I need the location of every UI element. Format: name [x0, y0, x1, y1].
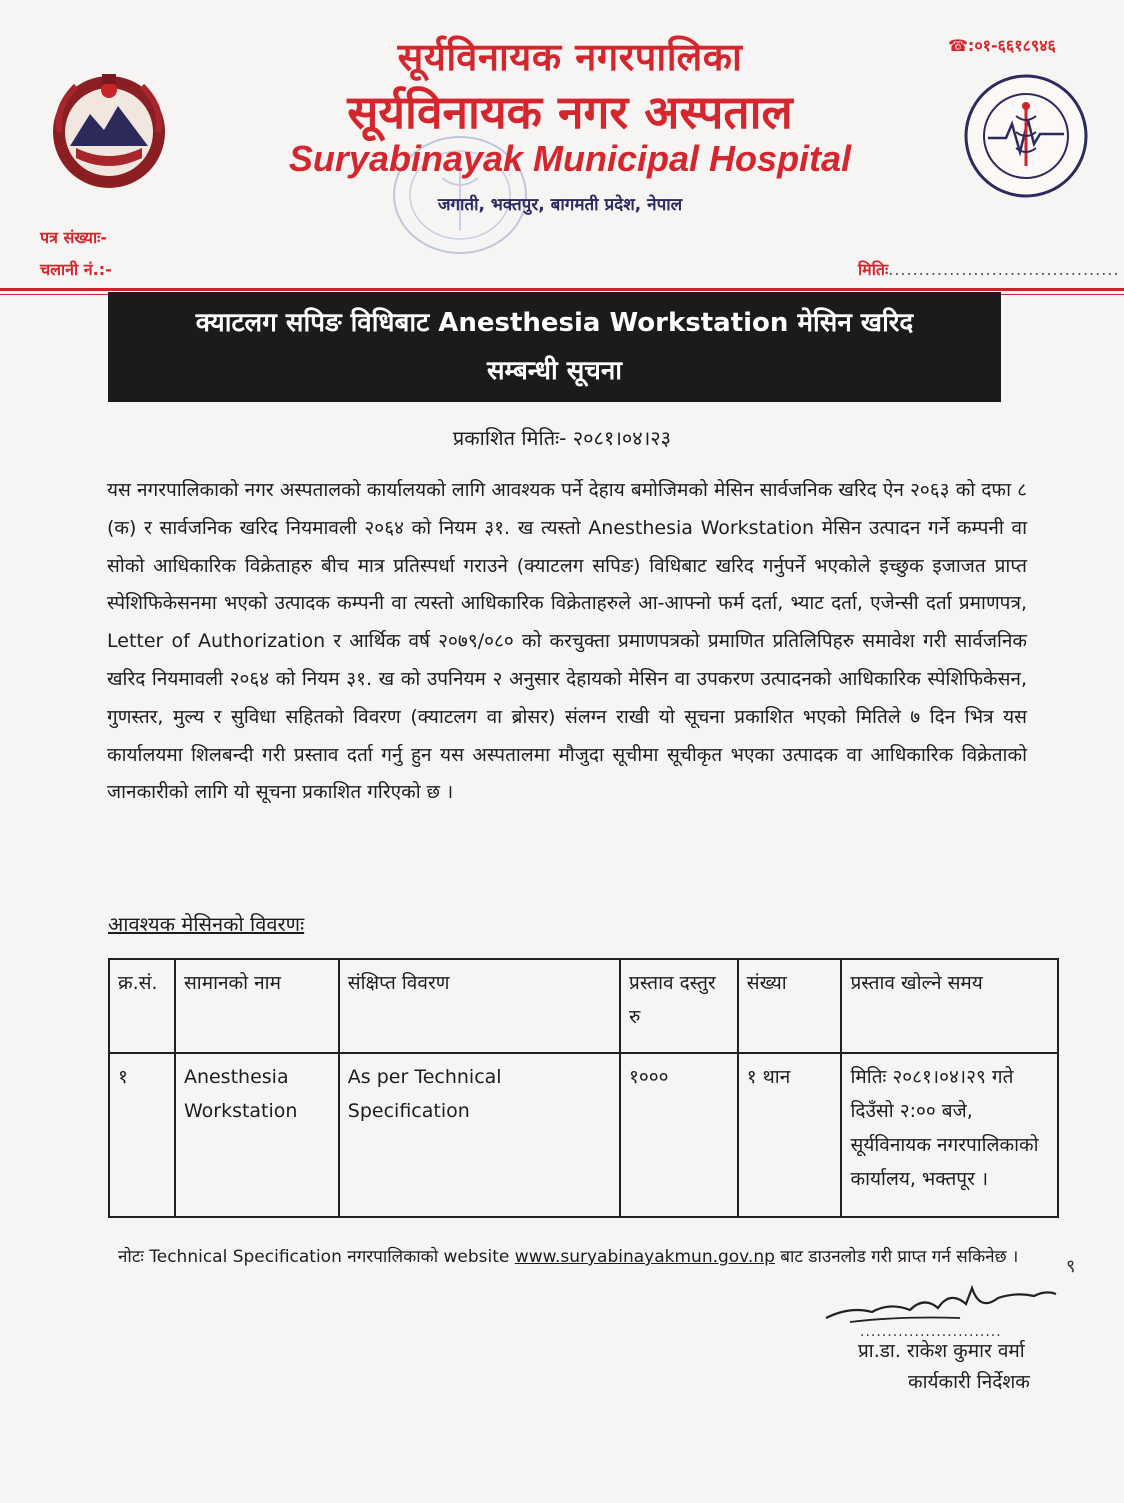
- col-quantity: संख्या: [738, 959, 842, 1053]
- date-dots: ......................................: [888, 260, 1120, 279]
- cell-opening-time: मितिः २०८१।०४।२९ गते दिउँसो २:०० बजे, सूर्यविनायक नगरपालिकाको कार्यालय, भक्तपूर ।: [841, 1053, 1058, 1217]
- cell-quantity: १ थान: [738, 1053, 842, 1217]
- nepal-emblem-icon: [46, 68, 172, 192]
- col-item-name: सामानको नाम: [175, 959, 339, 1053]
- page-number: ९: [1066, 1256, 1076, 1277]
- hospital-name-english: Suryabinayak Municipal Hospital: [288, 138, 852, 179]
- col-serial: क्र.सं.: [109, 959, 175, 1053]
- col-proposal-fee: प्रस्ताव दस्तुर रु: [620, 959, 738, 1053]
- cell-proposal-fee: १०००: [620, 1053, 738, 1217]
- notice-title-line2: सम्बन्धी सूचना: [486, 356, 623, 386]
- hospital-name-nepali: सूर्यविनायक नगर अस्पताल: [347, 85, 793, 139]
- notice-title-banner: [108, 292, 1001, 402]
- table-header-row: [109, 959, 1058, 1053]
- signatory-title: कार्यकारी निर्देशक: [908, 1371, 1030, 1393]
- footnote: [118, 1240, 1038, 1274]
- hospital-seal-icon: [962, 72, 1090, 200]
- dispatch-number-label: चलानी नं.:-: [40, 260, 112, 279]
- cell-serial: १: [109, 1053, 175, 1217]
- hospital-address: जगाती, भक्तपुर, बागमती प्रदेश, नेपाल: [437, 195, 683, 215]
- table-heading: आवश्यक मेसिनको विवरणः: [108, 912, 305, 936]
- letter-number-label: पत्र संख्याः-: [40, 228, 107, 247]
- cell-item-name: Anesthesia Workstation: [175, 1053, 339, 1217]
- notice-title-line1: क्याटलग सपिङ विधिबाट Anesthesia Workstation मेसिन खरिद: [195, 308, 914, 338]
- website-link[interactable]: www.suryabinayakmun.gov.np: [514, 1247, 775, 1267]
- signature-line: ..........................: [860, 1324, 1002, 1340]
- signatory-name: प्रा.डा. राकेश कुमार वर्मा: [858, 1340, 1025, 1362]
- machine-details-table: [108, 958, 1059, 1218]
- published-date: प्रकाशित मितिः- २०८१।०४।२३: [452, 426, 672, 450]
- header-divider: [0, 288, 1124, 291]
- notice-body: यस नगरपालिकाको नगर अस्पतालको कार्यालयको लागि आवश्यक पर्ने देहाय बमोजिमको मेसिन सार्वजनिक खरिद ऐन २०६३ को दफा ८ (क) र सार्वजनिक खरिद नियमावली २०६४ को नियम ३१. ख त्यस्तो Anesthesia Workstation मेसिन उत्पादन गर्ने कम्पनी वा सोको आधिकारिक विक्रेताहरु बीच मात्र प्रतिस्पर्धा गराउने (क्याटलग सपिङ) विधिबाट खरिद गर्नुपर्ने भएकोले इच्छुक इजाजत प्राप्त स्पेशिफिकेसनमा भएको उत्पादक कम्पनी वा त्यस्तो आधिकारिक विक्रेताहरुले आ-आफ्नो फर्म दर्ता, भ्याट दर्ता, एजेन्सी दर्ता प्रमाणपत्र, Letter of Authorization र आर्थिक वर्ष २०७९/०८० को करचुक्ता प्रमाणपत्रको प्रमाणित प्रतिलिपिहरु समावेश गरी सार्वजनिक खरिद नियमावली २०६४ को नियम ३१. ख को उपनियम २ अनुसार देहायको मेसिन वा उपकरण उत्पादनको आधिकारिक स्पेशिफिकेसन, गुणस्तर, मुल्य र सुविधा सहितको विवरण (क्याटलग वा ब्रोसर) संलग्न राखी यो सूचना प्रकाशित भएको मितिले ७ दिन भित्र यस कार्यालयमा शिलबन्दी गरी प्रस्ताव दर्ता गर्नु हुन यस अस्पतालमा मौजुदा सूचीमा सूचीकृत भएका उत्पादक वा आधिकारिक विक्रेताको जानकारीको लागि यो सूचना प्रकाशित गरिएको छ ।: [107, 479, 1027, 804]
- municipality-name: सूर्यविनायक नगरपालिका: [397, 35, 743, 79]
- date-label: मितिः: [858, 260, 889, 279]
- date-field: [858, 258, 1119, 280]
- table-row: [109, 1053, 1058, 1217]
- cell-description: As per Technical Specification: [339, 1053, 620, 1217]
- footnote-prefix: नोटः Technical Specification नगरपालिकाको website: [118, 1247, 515, 1267]
- col-description: संक्षिप्त विवरण: [339, 959, 620, 1053]
- footnote-suffix: बाट डाउनलोड गरी प्राप्त गर्न सकिनेछ ।: [774, 1247, 1019, 1267]
- phone-number: ☎:०१-६६१८९४६: [948, 36, 1056, 55]
- col-opening-time: प्रस्ताव खोल्ने समय: [841, 959, 1058, 1053]
